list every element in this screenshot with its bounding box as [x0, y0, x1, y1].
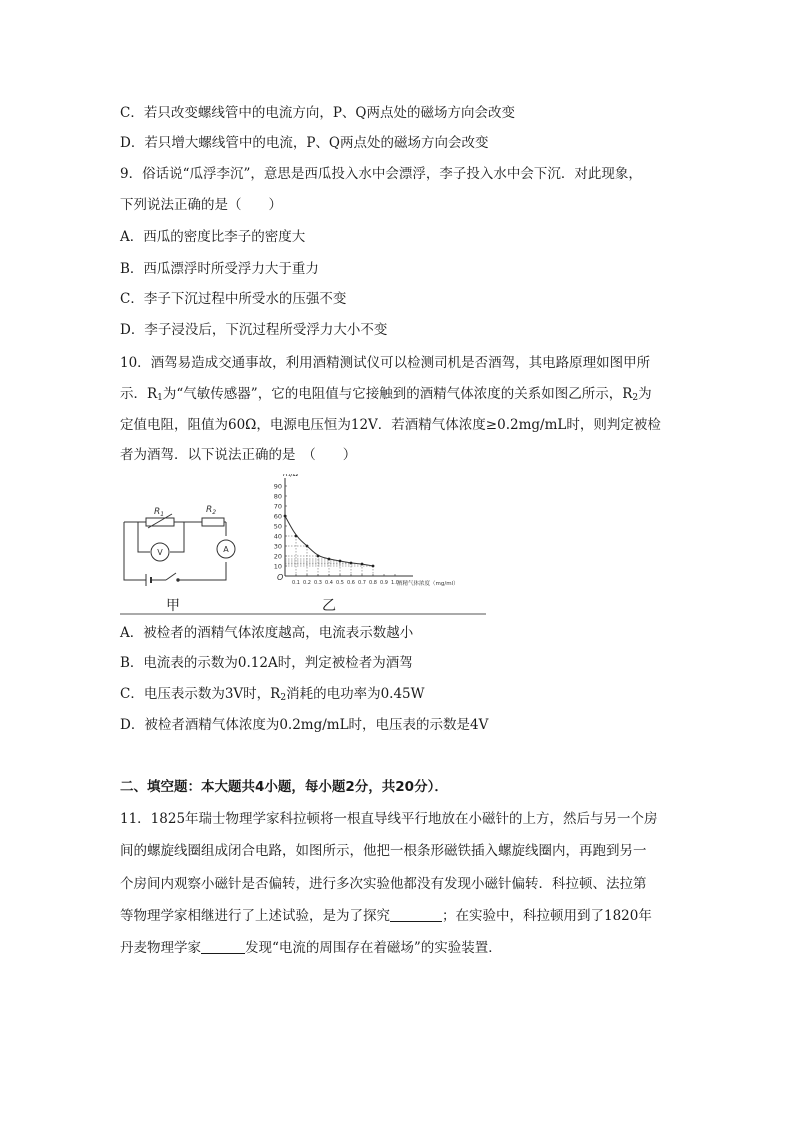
r1-label-text: R — [154, 507, 161, 517]
x-tick-label: 0.1 — [292, 580, 300, 586]
y-tick-label: 90 — [273, 482, 282, 491]
data-point — [317, 555, 320, 558]
data-point — [328, 558, 331, 561]
r2-label — [206, 505, 216, 516]
r2-resistor — [202, 518, 224, 526]
q10-option-c-text: C．电压表示数为3V时，R — [120, 686, 281, 702]
q10-stem-line1: 10．酒驾易造成交通事故，利用酒精测试仪可以检测司机是否酒驾，其电路原理如图甲所 — [120, 355, 651, 371]
x-tick-label: 0.4 — [325, 580, 333, 586]
q10-text: 为“气敏传感器”，它的电阻值与它接触到的酒精气体浓度的关系如图乙所示，R — [162, 386, 633, 402]
q10-option-b: B．电流表的示数为0.12A时，判定被检者为酒驾 — [120, 655, 413, 671]
r1-label — [154, 507, 164, 518]
q11-text: 丹麦物理学家 — [120, 940, 201, 956]
q8-option-d: D．若只增大螺线管中的电流，P、Q两点处的磁场方向会改变 — [120, 135, 489, 151]
x-tick-label: 0.6 — [347, 580, 355, 586]
y-axis-label: R₁/Ω — [283, 474, 299, 478]
y-tick-label: 40 — [273, 532, 282, 541]
q11-line2: 间的螺旋线圈组成闭合电路，如图所示，他把一根条形磁铁插入螺旋线圈内，再跑到另一 — [120, 843, 647, 859]
q11-answer-blank-1[interactable] — [390, 908, 442, 922]
switch-blade — [166, 573, 176, 580]
q11-line3: 个房间内观察小磁针是否偏转，进行多次实验他都没有发现小磁针偏转．科拉顿、法拉第 — [120, 876, 647, 892]
y-tick-label: 70 — [273, 502, 282, 511]
q10-option-c-text: 消耗的电功率为0.45W — [286, 686, 425, 702]
section2-heading: 二、填空题：本大题共4小题，每小题2分，共20分）． — [120, 779, 448, 795]
q9-option-d: D．李子浸没后，下沉过程所受浮力大小不变 — [120, 322, 388, 338]
r2-label-sub: 2 — [212, 509, 217, 516]
q10-stem-line3: 定值电阻，阻值为60Ω，电源电压恒为12V．若酒精气体浓度≥0.2mg/mL时，则判定被检 — [120, 417, 661, 433]
data-point — [284, 515, 287, 518]
y-tick-label: 60 — [273, 512, 282, 521]
q10-subscript: 1 — [157, 393, 163, 403]
circuit-caption: 甲 — [166, 598, 180, 614]
q9-option-c: C．李子下沉过程中所受水的压强不变 — [120, 291, 347, 307]
r1-label-sub: 1 — [160, 511, 165, 518]
y-tick-label: 20 — [273, 552, 282, 561]
y-tick-label: 10 — [273, 562, 282, 571]
x-tick-label: 0.7 — [358, 580, 366, 586]
q10-option-c — [120, 685, 425, 707]
q11-text: 等物理学家相继进行了上述试验，是为了探究 — [120, 908, 390, 924]
x-tick-label: 0.3 — [314, 580, 322, 586]
q9-stem-line1: 9．俗话说“瓜浮李沉”，意思是西瓜投入水中会漂浮，李子投入水中会下沉．对此现象， — [120, 166, 642, 182]
q9-option-b: B．西瓜漂浮时所受浮力大于重力 — [120, 261, 319, 277]
q8-option-c: C．若只改变螺线管中的电流方向，P、Q两点处的磁场方向会改变 — [120, 105, 515, 121]
x-tick-label: 1.0 — [391, 580, 399, 586]
r2-label-text: R — [206, 505, 213, 515]
ammeter-label: A — [223, 545, 229, 554]
data-point — [295, 535, 298, 538]
q11-line1: 11．1825年瑞士物理学家科拉顿将一根直导线平行地放在小磁针的上方，然后与另一个房 — [120, 811, 658, 827]
q10-text: 示．R — [120, 386, 158, 402]
q10-option-a: A．被检者的酒精气体浓度越高，电流表示数越小 — [120, 625, 414, 641]
y-tick-label: 50 — [273, 522, 282, 531]
q10-figure — [118, 474, 486, 616]
q11-answer-blank-2[interactable] — [201, 940, 245, 954]
data-point — [306, 545, 309, 548]
q10-stem-line4: 者为酒驾．以下说法正确的是 （ ） — [120, 447, 357, 463]
data-point — [372, 565, 375, 568]
circuit-wire-left — [124, 522, 146, 580]
q10-text: 为 — [638, 386, 652, 402]
q9-stem-line2: 下列说法正确的是（ ） — [120, 197, 282, 213]
q11-text: 发现“电流的周围存在着磁场”的实验装置． — [245, 940, 502, 956]
q10-option-c-sub: 2 — [280, 693, 287, 703]
r1-concentration-chart — [274, 474, 459, 587]
q11-line5 — [120, 939, 502, 957]
r1-resistor — [146, 518, 174, 526]
circuit-wire-right-lower — [178, 562, 226, 580]
switch-contact — [177, 579, 179, 581]
data-point — [361, 563, 364, 566]
x-axis-label: 酒精气体浓度（mg/ml） — [397, 581, 459, 587]
data-point — [339, 560, 342, 563]
y-tick-label: 30 — [273, 542, 282, 551]
q11-line4 — [120, 907, 652, 925]
origin-label: O — [277, 573, 284, 582]
x-tick-label: 0.9 — [380, 580, 388, 586]
graph-caption: 乙 — [322, 598, 336, 614]
q10-subscript: 2 — [632, 393, 639, 403]
x-tick-label: 0.8 — [369, 580, 377, 586]
x-tick-label: 0.5 — [336, 580, 344, 586]
q10-option-d: D．被检者酒精气体浓度为0.2mg/mL时，电压表的示数是4V — [120, 717, 489, 733]
circuit-diagram — [124, 514, 235, 586]
voltmeter-label: V — [157, 548, 163, 557]
q11-text: ；在实验中，科拉顿用到了1820年 — [442, 908, 652, 924]
q9-option-a: A．西瓜的密度比李子的密度大 — [120, 229, 306, 245]
y-tick-label: 80 — [273, 492, 282, 501]
x-tick-label: 0.2 — [303, 580, 311, 586]
q10-stem-line2 — [120, 385, 652, 407]
